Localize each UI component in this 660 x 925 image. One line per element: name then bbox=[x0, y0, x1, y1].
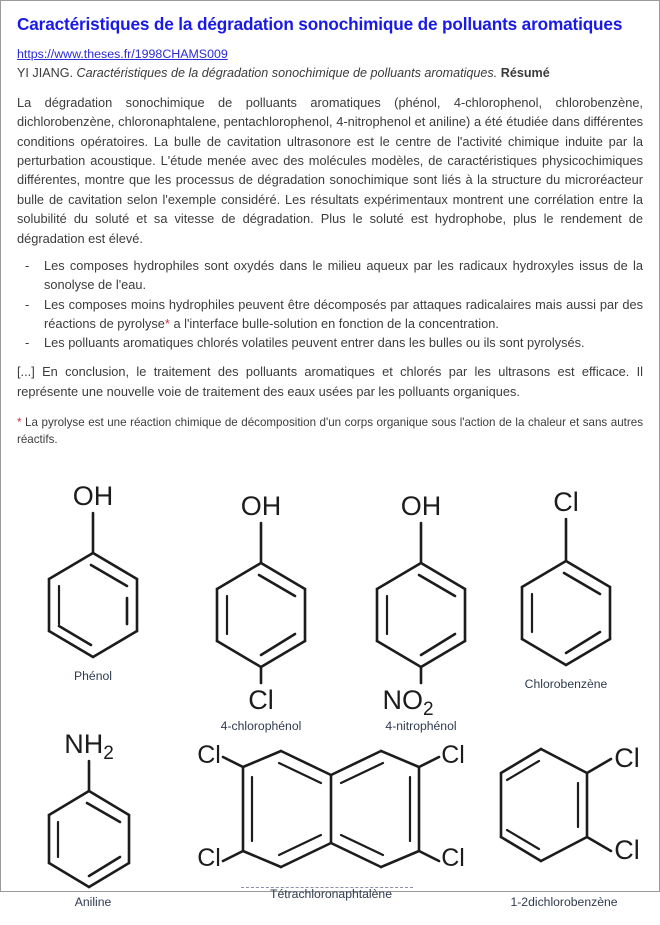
list-item bbox=[17, 333, 643, 352]
citation-work-title: Caractéristiques de la dégradation sonochimique de polluants aromatiques. bbox=[76, 65, 498, 80]
structure-4-nitrophenol bbox=[346, 487, 496, 734]
bullet-marker: - bbox=[25, 334, 30, 350]
list-item-text-cont: a l'interface bulle-solution en fonction de la concentration. bbox=[169, 315, 499, 331]
structure-aniline bbox=[23, 725, 163, 910]
atom-label-oh: OH bbox=[400, 490, 442, 521]
structure-caption: Phénol bbox=[74, 668, 112, 683]
phenol-diagram bbox=[23, 477, 163, 667]
structure-chlorobenzene bbox=[496, 483, 636, 692]
atom-label-cl-top-right: Cl bbox=[441, 740, 465, 769]
structure-caption: Aniline bbox=[74, 894, 112, 909]
chlorophenol-diagram bbox=[186, 487, 336, 717]
atom-label-cl-lower: Cl bbox=[614, 834, 640, 865]
page-title: Caractéristiques de la dégradation sonochimique de polluants aromatiques bbox=[17, 14, 623, 34]
atom-label-cl-top-left: Cl bbox=[197, 740, 221, 769]
atom-label-oh: OH bbox=[72, 480, 114, 511]
subscript-2: 2 bbox=[422, 698, 434, 720]
conclusion-paragraph: [...] En conclusion, le traitement des polluants aromatiques et chlorés par les ultrasons est efficace. Il représente une nouvelle voie de traitement des eaux usées par les polluants organiques. bbox=[17, 364, 643, 399]
footnote bbox=[17, 415, 643, 449]
list-item-text: Les composes moins hydrophiles peuvent être décomposés par attaques radicalaires mais aussi par des réactions de pyrolyse bbox=[44, 296, 643, 331]
aniline-diagram bbox=[23, 725, 163, 893]
footnote-text: La pyrolyse est une réaction chimique de décomposition d'un corps organique sous l'action de la chaleur et sans autres réactifs. bbox=[17, 415, 643, 446]
structure-4-chlorophenol bbox=[186, 487, 336, 734]
atom-label-cl-bottom-left: Cl bbox=[197, 843, 221, 872]
footnote-marker: * bbox=[17, 415, 22, 429]
atom-label-oh: OH bbox=[240, 490, 282, 521]
findings-list bbox=[17, 256, 643, 352]
document-content bbox=[1, 1, 659, 449]
subscript-2: 2 bbox=[103, 742, 114, 764]
structure-1-2-dichlorobenzene bbox=[479, 725, 649, 910]
footnote-marker: * bbox=[164, 315, 170, 331]
molecular-structures-panel bbox=[1, 455, 659, 925]
atom-label-cl-upper: Cl bbox=[614, 742, 640, 773]
bullet-marker: - bbox=[25, 258, 30, 274]
atom-label-cl: Cl bbox=[553, 486, 579, 517]
structure-phenol bbox=[23, 477, 163, 684]
list-item bbox=[17, 295, 643, 333]
list-item-text: Les polluants aromatiques chlorés volatiles peuvent entrer dans les bulles ou ils sont pyrolysés. bbox=[44, 334, 585, 350]
citation-section-label: Résumé bbox=[500, 65, 550, 80]
atom-label-cl: Cl bbox=[248, 684, 274, 715]
structure-caption: 4-chlorophénol bbox=[220, 718, 302, 733]
atom-label-cl-bottom-right: Cl bbox=[441, 843, 465, 872]
list-item-text: Les composes hydrophiles sont oxydés dans le milieu aqueux par les radicaux hydroxyles issus de la sonolyse de l'eau. bbox=[44, 258, 643, 293]
atom-label-no2: $NO_2$ bbox=[382, 684, 434, 720]
structure-caption: Tétrachloronaphtalène bbox=[270, 886, 392, 901]
structure-caption: Chlorobenzène bbox=[524, 676, 608, 691]
chlorobenzene-diagram bbox=[496, 483, 636, 675]
citation-line bbox=[17, 65, 643, 82]
nitrophenol-diagram bbox=[346, 487, 496, 720]
citation-author: YI JIANG. bbox=[17, 65, 73, 80]
structure-caption: 4-nitrophénol bbox=[385, 718, 457, 733]
source-url-link[interactable]: https://www.theses.fr/1998CHAMS009 bbox=[17, 46, 228, 61]
dichlorobenzene-diagram bbox=[479, 725, 649, 893]
list-item bbox=[17, 256, 643, 294]
structure-caption: 1-2dichlorobenzène bbox=[510, 894, 618, 909]
tetrachloronaphthalene-diagram bbox=[191, 733, 471, 885]
bullet-marker: - bbox=[25, 296, 30, 312]
abstract-paragraph: La dégradation sonochimique de polluants aromatiques (phénol, 4-chlorophenol, chlorobenzène, dichlorobenzène, chloronaphtalene, pentachlorophenol, 4-nitrophenol et aniline) a été étudiée dans différentes conditions opératoires. La bulle de cavitation ultrasonore est le centre de l'activité chimique induite par la perturbation acoustique. L'étude menée avec des molécules modèles, de caractéristiques physicochimiques différentes, montre que les processus de dégradation sonochimique sont liés à la structure du microréacteur bulle de cavitation selon l'exemple considéré. Les résultats expérimentaux montrent une corrélation entre la solubilité du soluté et sa vitesse de dégradation. Plus le soluté est hydrophobe, plus le rendement de dégradation est élevé. bbox=[17, 94, 643, 246]
structure-tetrachloronaphthalene bbox=[191, 733, 471, 902]
atom-label-nh2: $NH_2$ bbox=[64, 728, 114, 764]
